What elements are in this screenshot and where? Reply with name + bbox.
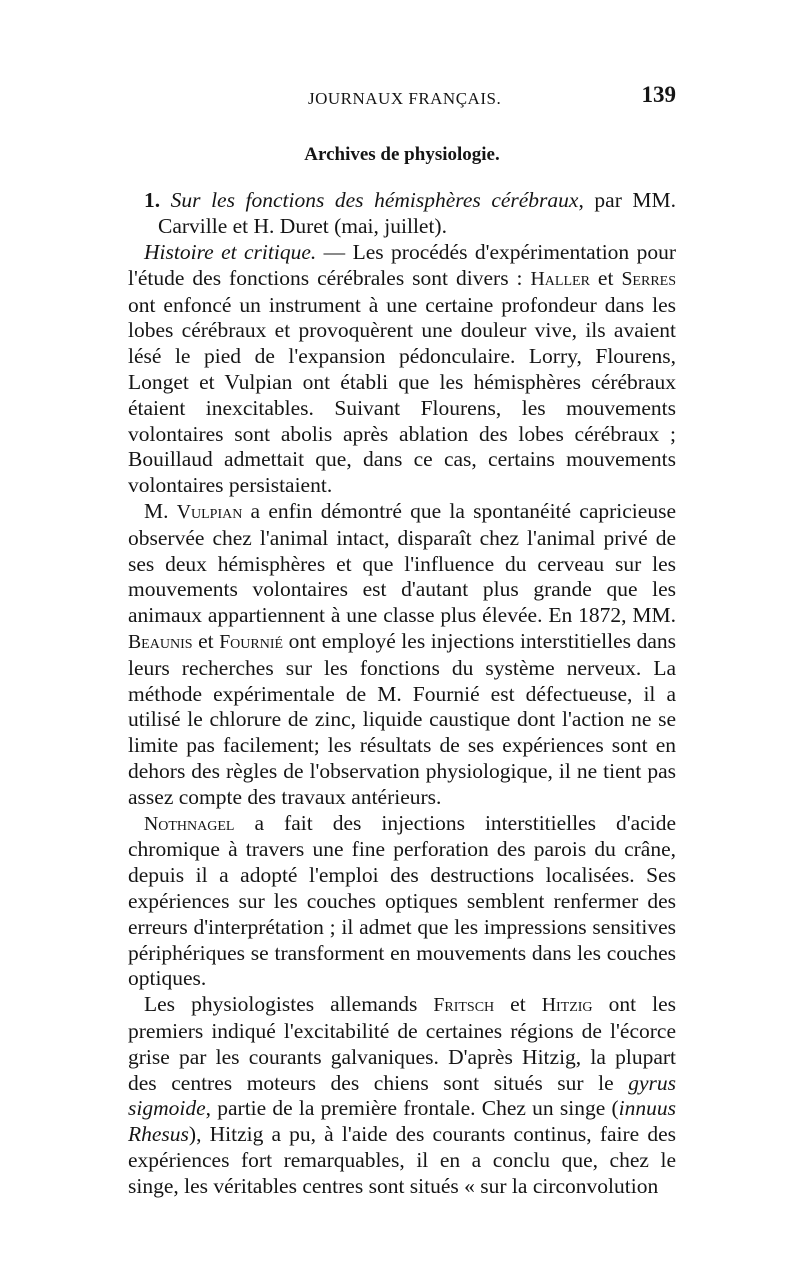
- paragraph-vulpian: [128, 499, 676, 811]
- text-run: Les physiologistes allemands: [144, 992, 434, 1017]
- author-name: Haller: [530, 267, 590, 290]
- text-run: et: [494, 992, 542, 1017]
- author-name: Beaunis: [128, 630, 193, 653]
- entry-authors: , par MM. Carville et H. Duret (mai, juillet).: [158, 188, 677, 238]
- text-run: ), Hitzig a pu, à l'aide des courants continus, faire des expériences fort remarquables, il en a conclu que, chez le singe, les véritables centres sont situés « sur la circonvolution: [128, 1122, 676, 1198]
- author-name: Fritsch: [433, 994, 495, 1017]
- text-run: — Les procédés d'expérimentation pour l'étude des fonctions cérébrales sont divers :: [128, 240, 676, 290]
- paragraph-lead: Histoire et critique.: [144, 240, 317, 264]
- running-header: [128, 82, 676, 116]
- latin-term: gyrus sigmoide: [128, 1070, 676, 1121]
- author-name: Nothnagel: [144, 812, 235, 835]
- paragraph-nothnagel: [128, 811, 676, 993]
- text-run: ont enfoncé un instrument à une certaine profondeur dans les lobes cérébraux et provoquèrent une douleur vive, ils avaient lésé le pied de l'expansion pédonculaire. Lorry, Flourens, Longet et Vulpian ont établi que les hémisphères cérébraux étaient inexcitables. Suivant Flourens, les mouvements volontaires sont abolis après ablation des lobes cérébraux ; Bouillaud admettait que, dans ce cas, certains mouvements volontaires persistaient.: [128, 292, 676, 498]
- section-title: Archives de physiologie.: [304, 144, 500, 165]
- text-run: ont employé les injections interstitielles dans leurs recherches sur les fonctions du système nerveux. La méthode expérimentale de M. Fournié est défectueuse, il a utilisé le chlorure de zinc, liquide caustique dont l'action ne se limite pas facilement; les résultats de ses expériences sont en dehors des règles de l'observation physiologique, il ne tient pas assez compte des travaux antérieurs.: [128, 628, 676, 809]
- text-run: , partie de la première frontale. Chez un singe (: [205, 1096, 619, 1121]
- author-name: Serres: [621, 267, 676, 290]
- page-number: 139: [641, 82, 676, 107]
- article-entry: [142, 188, 676, 240]
- latin-term: innuus Rhesus: [128, 1096, 676, 1147]
- running-title: JOURNAUX FRANÇAIS.: [308, 89, 502, 108]
- entry-heading: [142, 188, 676, 240]
- text-run: et: [192, 628, 220, 653]
- article-body: [128, 240, 676, 1199]
- paragraph-history: [128, 240, 676, 499]
- text-run: M.: [144, 498, 177, 523]
- book-page: [128, 82, 677, 1198]
- author-name: Hitzig: [541, 994, 593, 1017]
- paragraph-fritsch-hitzig: [128, 992, 676, 1199]
- entry-number: 1.: [144, 188, 161, 212]
- text-run: a fait des injections interstitielles d'acide chromique à travers une fine perforation des parois du crâne, depuis il a adopté l'emploi des destructions localisées. Ses expériences sur les couches optiques semblent renfermer des erreurs d'interprétation ; il admet que les impressions sensitives périphériques se transforment en mouvements dans les couches optiques.: [128, 810, 676, 991]
- text-run: et: [589, 265, 622, 290]
- author-name: Fournié: [219, 630, 284, 653]
- text-run: a enfin démontré que la spontanéité capricieuse observée chez l'animal intact, disparaît chez l'animal privé de ses deux hémisphères et que l'influence du cerveau sur les mouvements volontaires est d'autant plus grande que les animaux appartiennent à une classe plus élevée. En 1872, MM.: [128, 498, 676, 628]
- entry-title: Sur les fonctions des hémisphères cérébraux: [170, 188, 579, 212]
- text-run: ont les premiers indiqué l'excitabilité de certaines régions de l'écorce grise par les courants galvaniques. D'après Hitzig, la plupart des centres moteurs des chiens sont situés sur le: [128, 992, 676, 1095]
- author-name: Vulpian: [176, 500, 243, 523]
